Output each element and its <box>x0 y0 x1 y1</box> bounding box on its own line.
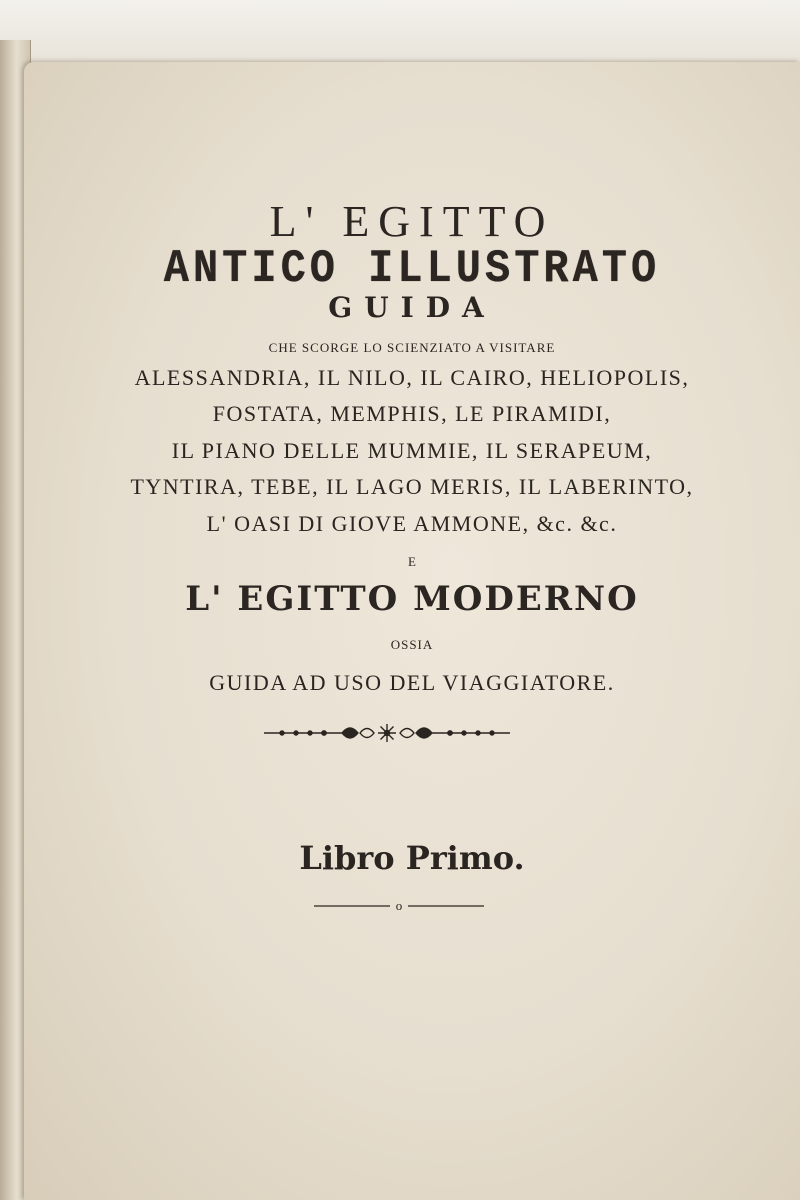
title-line-5: L' EGITTO MODERNO <box>185 579 639 619</box>
title-line-3: GUIDA <box>328 291 496 324</box>
conjunction: E <box>408 554 416 569</box>
title-line-2: ANTICO ILLUSTRATO <box>163 242 661 296</box>
floral-ornament-icon <box>262 718 512 748</box>
places-line-4: TYNTIRA, TEBE, IL LAGO MERIS, IL LABERINTO, <box>130 474 694 499</box>
subtitle-line: CHE SCORGE LO SCIENZIATO A VISITARE <box>268 340 556 355</box>
title-line-1: L' EGITTO <box>269 197 555 246</box>
ossia-line: OSSIA <box>390 637 434 652</box>
book-number: Libro Primo. <box>299 839 525 877</box>
short-rule-icon <box>314 898 484 914</box>
background-surface <box>0 0 800 70</box>
places-line-5: L' OASI DI GIOVE AMMONE, &c. &c. <box>206 511 618 536</box>
places-line-2: FOSTATA, MEMPHIS, LE PIRAMIDI, <box>212 401 612 426</box>
title-page <box>24 62 800 1200</box>
guide-line: GUIDA AD USO DEL VIAGGIATORE. <box>209 670 615 695</box>
places-line-1: ALESSANDRIA, IL NILO, IL CAIRO, HELIOPOLIS, <box>134 365 690 390</box>
places-line-3: IL PIANO DELLE MUMMIE, IL SERAPEUM, <box>171 438 653 463</box>
rule-mark: o <box>395 898 403 913</box>
